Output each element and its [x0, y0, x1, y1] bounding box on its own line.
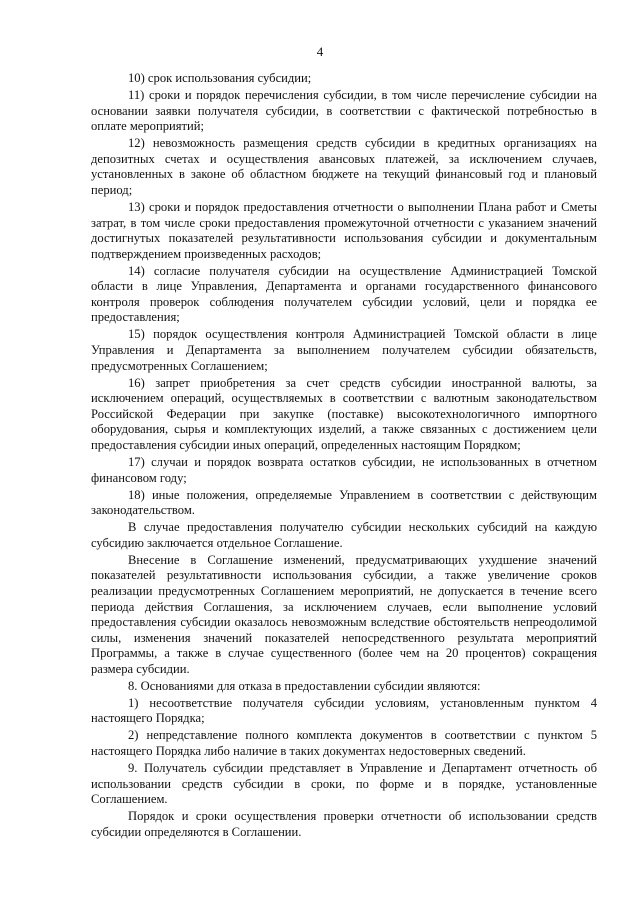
paragraph-item-13: 13) сроки и порядок предоставления отчетности о выполнении Плана работ и Сметы затрат, в том числе сроки предоставления промежуточной отчетности с указанием значений достигнутых показателей результативности использования субсидии и документальным подтверждением произведенных расходов; — [91, 199, 597, 261]
paragraph-section-9: 9. Получатель субсидии представляет в Управление и Департамент отчетность об использовании средств субсидии в сроки, по форме и в порядке, установленные Соглашением. — [91, 761, 597, 807]
paragraph-item-18: 18) иные положения, определяемые Управлением в соответствии с действующим законодательством. — [91, 487, 597, 518]
paragraph-item-10: 10) срок использования субсидии; — [128, 71, 312, 85]
paragraph-item-12: 12) невозможность размещения средств субсидии в кредитных организациях на депозитных счетах и осуществления авансовых платежей, за исключением случаев, установленных в законе об областном бюджете на текущий финансовый год и плановый период; — [91, 136, 597, 197]
paragraph-item-11: 11) сроки и порядок перечисления субсидии, в том числе перечисление субсидии на основании заявки получателя субсидии, в соответствии с фактической потребностью в оплате мероприятий; — [91, 87, 597, 134]
paragraph-multiple-subsidies: В случае предоставления получателю субсидии нескольких субсидий на каждую субсидию заключается отдельное Соглашение. — [91, 520, 597, 550]
page-number: 4 — [316, 44, 324, 59]
paragraph-agreement-changes: Внесение в Соглашение изменений, предусматривающих ухудшение значений показателей результативности использования субсидии, а также увеличение сроков реализации предусмотренных Соглашением мероприятий, не допускается в течение всего периода действия Соглашения, за исключением случаев, если выполнение условий предоставления субсидии оказалось невозможным вследствие обстоятельств непреодолимой силы, изменения значений показателей непосредственного результата мероприятий Программы, а также в случае существенного (более чем на 20 процентов) сокращения размера субсидии. — [91, 552, 597, 676]
paragraph-item-15: 15) порядок осуществления контроля Администрацией Томской области в лице Управления и Департамента за выполнением получателем субсидии обязательств, предусмотренных Соглашением; — [91, 327, 597, 373]
document-body — [91, 71, 597, 842]
paragraph-item-14: 14) согласие получателя субсидии на осуществление Администрацией Томской области в лице Управления, Департамента и органами государственного финансового контроля проверок соблюдения получателем субсидии условий, цели и порядка ее предоставления; — [91, 263, 597, 325]
paragraph-refusal-1: 1) несоответствие получателя субсидии условиям, установленным пунктом 4 настоящего Порядка; — [91, 695, 597, 726]
paragraph-item-16: 16) запрет приобретения за счет средств субсидии иностранной валюты, за исключением операций, осуществляемых в соответствии с валютным законодательством Российской Федерации при закупке (поставке) высокотехнологичного импортного оборудования, сырья и комплектующих изделий, а также связанных с достижением цели предоставления субсидии иных операций, определенных настоящим Порядком; — [91, 375, 597, 452]
paragraph-verification: Порядок и сроки осуществления проверки отчетности об использовании средств субсидии определяются в Соглашении. — [91, 809, 597, 839]
paragraph-refusal-2: 2) непредставление полного комплекта документов в соответствии с пунктом 5 настоящего Порядка либо наличие в таких документах недостоверных сведений. — [91, 728, 597, 759]
paragraph-section-8: 8. Основаниями для отказа в предоставлении субсидии являются: — [128, 678, 481, 693]
paragraph-item-17: 17) случаи и порядок возврата остатков субсидии, не использованных в отчетном финансовом году; — [91, 454, 597, 485]
